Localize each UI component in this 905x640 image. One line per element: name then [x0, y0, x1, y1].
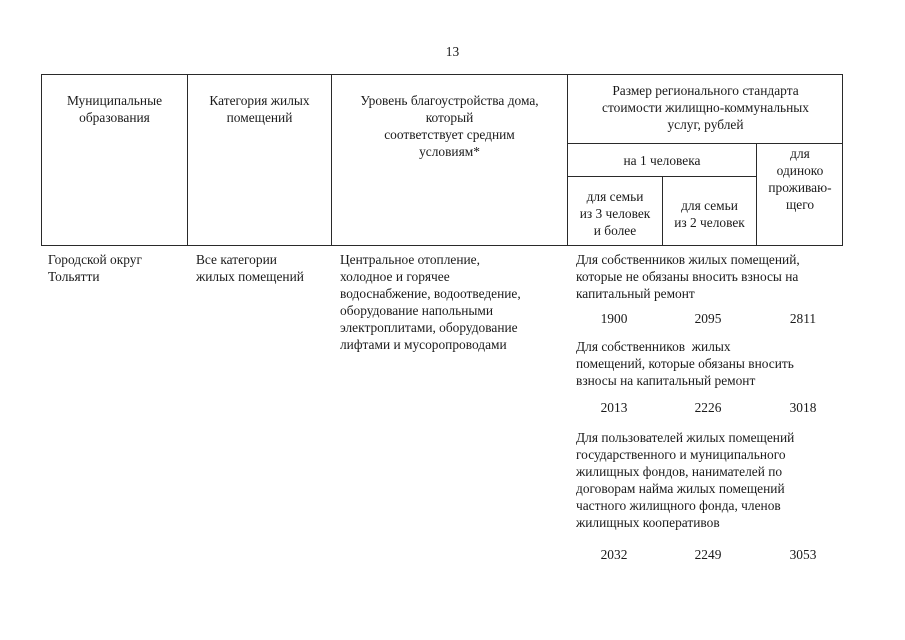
value-single: 3018	[789, 400, 817, 415]
row-category: Все категории жилых помещений	[196, 252, 304, 284]
row-amenities: Центральное отопление, холодное и горячее водоснабжение, водоотведение, оборудование напольными электроплитами, оборудование лифтами и мусоропроводами	[340, 252, 521, 352]
group-label-tenants: Для пользователей жилых помещений государственного и муниципального жилищных фондов, нанимателей по договорам найма жилых помещений частного жилищного фонда, членов жилищных кооперативов	[576, 430, 795, 530]
group-label-owners-with-contribution: Для собственников жилых помещений, которые обязаны вносить взносы на капитальный ремонт	[576, 339, 794, 388]
header-family-2: для семьи из 2 человек	[674, 198, 745, 230]
value-single: 2811	[789, 311, 817, 326]
page-number: 13	[445, 44, 460, 59]
value-family-3: 2032	[600, 547, 628, 562]
value-family-2: 2249	[694, 547, 722, 562]
value-family-2: 2095	[694, 311, 722, 326]
row-municipality: Городской округ Тольятти	[48, 252, 142, 284]
value-family-3: 1900	[600, 311, 628, 326]
header-per-person: на 1 человека	[623, 153, 701, 168]
header-category: Категория жилых помещений	[209, 93, 310, 125]
header-amenities: Уровень благоустройства дома, который соответствует средним условиям*	[360, 93, 539, 159]
value-family-3: 2013	[600, 400, 628, 415]
value-single: 3053	[789, 547, 817, 562]
row-divider	[567, 143, 843, 144]
header-municipality: Муниципальные образования	[66, 93, 163, 125]
header-family-3: для семьи из 3 человек и более	[579, 189, 651, 238]
header-standard: Размер регионального стандарта стоимости жилищно-коммунальных услуг, рублей	[602, 83, 809, 132]
header-single: для одиноко проживаю- щего	[768, 146, 832, 212]
value-family-2: 2226	[694, 400, 722, 415]
group-label-owners-no-contribution: Для собственников жилых помещений, которые не обязаны вносить взносы на капитальный ремонт	[576, 252, 800, 301]
